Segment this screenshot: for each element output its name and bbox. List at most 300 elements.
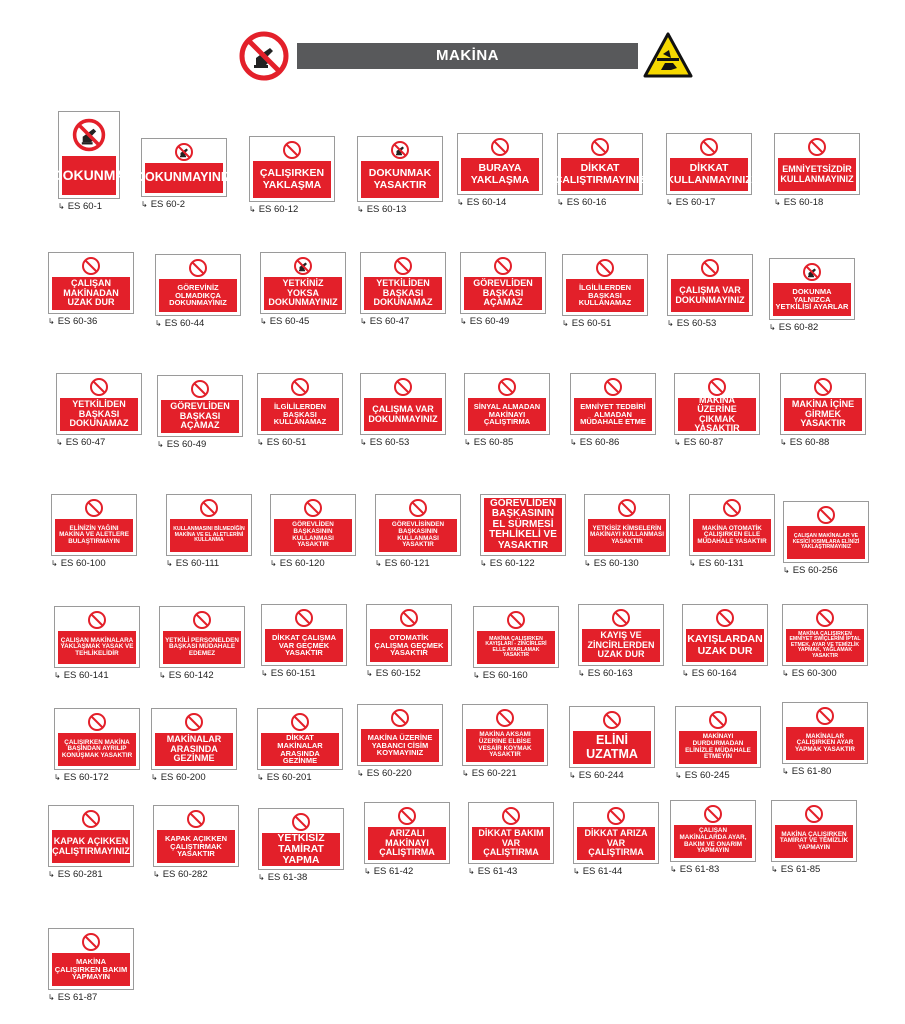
sign-text: ÇALIŞAN MAKİNADAN UZAK DUR: [52, 277, 130, 310]
corner-arrow-icon: ↳: [157, 440, 164, 449]
sign-text: DOKUNMA YALNIZCA YETKİLİSİ AYARLAR: [773, 283, 851, 316]
sign-item: [357, 136, 443, 218]
sign-item: [480, 494, 566, 572]
prohibition-icon: [199, 498, 219, 518]
sign-code: [780, 437, 829, 448]
corner-arrow-icon: ↳: [771, 865, 778, 874]
corner-arrow-icon: ↳: [569, 771, 576, 780]
sign-item: [782, 604, 868, 682]
sign-code: [782, 668, 837, 679]
sign-text: ÇALIŞAN MAKİNALAR VE KESİCİ KISIMLARA ELİNİZİ YAKLAŞTIRMAYINIZ: [787, 526, 865, 559]
corner-arrow-icon: ↳: [473, 671, 480, 680]
sign-code-label: ES 60-282: [162, 869, 208, 880]
corner-arrow-icon: ↳: [468, 867, 475, 876]
sign-text: MAKİNA ÜZERİNE ÇIKMAK YASAKTIR: [678, 398, 756, 431]
sign-board: [135, 138, 233, 197]
corner-arrow-icon: ↳: [151, 773, 158, 782]
sign-board: [562, 254, 648, 316]
sign-board: [460, 252, 546, 314]
sign-code: [151, 772, 206, 783]
sign-item: [670, 800, 756, 878]
prohibition-icon: [490, 137, 510, 157]
sign-board: [153, 805, 239, 867]
sign-code: [249, 204, 298, 215]
prohibition-icon: [595, 258, 615, 278]
sign-text: DOKUNMAK YASAKTIR: [361, 161, 439, 198]
corner-arrow-icon: ↳: [375, 559, 382, 568]
sign-code: [584, 558, 639, 569]
corner-arrow-icon: ↳: [670, 865, 677, 874]
sign-item: [570, 373, 656, 451]
prohibition-icon: [81, 256, 101, 276]
sign-text: MAKİNA ÇALIŞIRKEN EMNİYET SWİÇLERİNİ İPTAL ETMEK, AYAR VE TEMİZLİK YAPMAK, YAĞLAMAK YASAKTIR: [786, 629, 864, 662]
sign-code-label: ES 60-45: [269, 316, 310, 327]
sign-code-label: ES 60-12: [258, 204, 299, 215]
sign-item: [135, 138, 233, 213]
sign-code: [366, 668, 421, 679]
sign-code: [462, 768, 517, 779]
sign-code: [270, 558, 325, 569]
sign-text: KAPAK AÇIKKEN ÇALIŞTIRMAYINIZ: [52, 830, 130, 863]
sign-code-label: ES 60-16: [566, 197, 607, 208]
prohibition-icon: [81, 809, 101, 829]
sign-text: MAKİNA ÇALIŞIRKEN BAKIM YAPMAYIN: [52, 953, 130, 986]
sign-board: [249, 136, 335, 202]
prohibition-icon: [497, 377, 517, 397]
corner-arrow-icon: ↳: [270, 559, 277, 568]
sign-item: [473, 606, 559, 684]
sign-code-label: ES 60-121: [384, 558, 430, 569]
corner-arrow-icon: ↳: [141, 200, 148, 209]
sign-board: [364, 802, 450, 864]
corner-arrow-icon: ↳: [357, 769, 364, 778]
sign-board: [464, 373, 550, 435]
sign-code: [578, 668, 633, 679]
corner-arrow-icon: ↳: [261, 669, 268, 678]
sign-board: [584, 494, 670, 556]
sign-code: [364, 866, 413, 877]
prohibition-icon: [816, 505, 836, 525]
sign-code: [682, 668, 737, 679]
sign-board: [674, 373, 760, 435]
sign-item: [573, 802, 659, 880]
sign-board: [52, 111, 126, 199]
sign-code: [48, 316, 97, 327]
sign-item: [460, 252, 546, 330]
sign-board: [270, 494, 356, 556]
sign-item: [157, 375, 243, 453]
prohibition-icon: [815, 706, 835, 726]
sign-item: [667, 254, 753, 332]
sign-code: [468, 866, 517, 877]
sign-text: YETKİSİZ TAMİRAT YAPMA: [262, 833, 340, 866]
sign-code: [260, 316, 309, 327]
sign-item: [258, 808, 344, 886]
prohibition-icon: [707, 377, 727, 397]
sign-code: [357, 768, 412, 779]
corner-arrow-icon: ↳: [48, 993, 55, 1002]
sign-item: [270, 494, 356, 572]
sign-item: [153, 805, 239, 883]
sign-text: ÇALIŞAN MAKİNALARDA AYAR, BAKIM VE ONARIM YAPMAYIN: [674, 825, 752, 858]
sign-code-label: ES 60-47: [65, 437, 106, 448]
sign-item: [771, 800, 857, 878]
sign-text: MAKİNA İÇİNE GİRMEK YASAKTIR: [784, 398, 862, 431]
corner-arrow-icon: ↳: [48, 317, 55, 326]
sign-item: [54, 708, 140, 786]
sign-code-label: ES 60-53: [369, 437, 410, 448]
sign-item: [159, 606, 245, 684]
sign-item: [457, 133, 543, 211]
sign-code: [480, 558, 535, 569]
sign-item: [675, 706, 761, 784]
sign-board: [375, 494, 461, 556]
prohibition-icon: [408, 498, 428, 518]
prohibition-icon: [506, 610, 526, 630]
corner-arrow-icon: ↳: [562, 319, 569, 328]
sign-item: [257, 373, 343, 451]
sign-item: [357, 704, 443, 782]
corner-arrow-icon: ↳: [674, 438, 681, 447]
sign-item: [569, 706, 655, 784]
sign-item: [249, 136, 335, 218]
sign-board: [357, 136, 443, 202]
sign-code: [58, 201, 102, 212]
sign-code-label: ES 60-151: [270, 668, 316, 679]
prohibition-icon: [700, 258, 720, 278]
sign-code: [771, 864, 820, 875]
corner-arrow-icon: ↳: [249, 205, 256, 214]
sign-item: [151, 708, 237, 786]
corner-arrow-icon: ↳: [584, 559, 591, 568]
sign-code-label: ES 60-111: [175, 558, 220, 569]
sign-item: [48, 252, 134, 330]
category-title: MAKİNA: [297, 43, 638, 69]
sign-text: YETKİNİZ YOKSA DOKUNMAYINIZ: [264, 277, 342, 310]
sign-board: [159, 606, 245, 668]
sign-code-label: ES 60-221: [471, 768, 517, 779]
sign-code-label: ES 60-130: [593, 558, 639, 569]
prohibition-icon: [303, 498, 323, 518]
prohibition-icon: [290, 712, 310, 732]
sign-board: [360, 252, 446, 314]
sign-item: [769, 258, 855, 336]
sign-code: [155, 318, 204, 329]
sign-text: GÖREVLİDEN BAŞKASI AÇAMAZ: [161, 400, 239, 433]
sign-item: [260, 252, 346, 330]
sign-item: [674, 373, 760, 451]
sign-board: [151, 708, 237, 770]
sign-code-label: ES 60-120: [279, 558, 325, 569]
prohibition-icon: [399, 608, 419, 628]
sign-board: [54, 708, 140, 770]
sign-code-label: ES 60-49: [166, 439, 207, 450]
sign-code-label: ES 60-142: [168, 670, 214, 681]
sign-board: [689, 494, 775, 556]
sign-code: [357, 204, 406, 215]
sign-item: [56, 373, 142, 451]
sign-text: MAKİNALAR ARASINDA GEZİNME: [155, 733, 233, 766]
sign-code-label: ES 61-83: [679, 864, 720, 875]
sign-board: [771, 800, 857, 862]
corner-arrow-icon: ↳: [667, 319, 674, 328]
sign-code-label: ES 60-152: [375, 668, 421, 679]
sign-item: [780, 373, 866, 451]
sign-code: [257, 437, 306, 448]
sign-board: [51, 494, 137, 556]
sign-code: [360, 316, 409, 327]
prohibition-icon: [493, 256, 513, 276]
sign-text: BURAYA YAKLAŞMA: [461, 158, 539, 191]
sign-board: [261, 604, 347, 666]
sign-code: [153, 869, 208, 880]
prohibition-icon: [184, 712, 204, 732]
sign-item: [261, 604, 347, 682]
sign-code: [783, 565, 838, 576]
corner-arrow-icon: ↳: [366, 669, 373, 678]
sign-code-label: ES 60-82: [778, 322, 819, 333]
prohibition-icon: [188, 258, 208, 278]
sign-text: KULLANMASINI BİLMEDİĞİN MAKİNA VE EL ALETLERİNİ KULLANMA: [170, 519, 248, 552]
sign-text: KAPAK AÇIKKEN ÇALIŞTIRMAK YASAKTIR: [157, 830, 235, 863]
sign-code-label: ES 61-80: [791, 766, 832, 777]
sign-item: [48, 805, 134, 883]
sign-board: [357, 704, 443, 766]
sign-text: MAKİNAYI DURDURMADAN ELİNİZLE MÜDAHALE ETMEYİN: [679, 731, 757, 764]
corner-arrow-icon: ↳: [666, 198, 673, 207]
sign-code-label: ES 60-256: [792, 565, 838, 576]
sign-code-label: ES 60-53: [676, 318, 717, 329]
prohibition-icon: [393, 377, 413, 397]
sign-board: [682, 604, 768, 666]
sign-board: [48, 928, 134, 990]
corner-arrow-icon: ↳: [159, 671, 166, 680]
sign-board: [780, 373, 866, 435]
prohibition-icon: [603, 377, 623, 397]
sign-board: [157, 375, 243, 437]
sign-board: [462, 704, 548, 766]
sign-board: [578, 604, 664, 666]
sign-code-label: ES 60-200: [160, 772, 206, 783]
sign-item: [360, 252, 446, 330]
sign-item: [782, 702, 868, 780]
sign-item: [464, 373, 550, 451]
sign-code: [457, 197, 506, 208]
sign-board: [155, 254, 241, 316]
prohibition-icon: [190, 379, 210, 399]
no-touch-icon: [390, 140, 410, 160]
corner-arrow-icon: ↳: [783, 566, 790, 575]
sign-text: ÇALIŞAN MAKİNALARA YAKLAŞMAK YASAK VE TEHLİKELİDİR: [58, 631, 136, 664]
prohibition-icon: [815, 608, 835, 628]
sign-board: [782, 702, 868, 764]
sign-text: MAKİNALAR ÇALIŞIRKEN AYAR YAPMAK YASAKTIR: [786, 727, 864, 760]
sign-text: ELİNİ UZATMA: [573, 731, 651, 764]
sign-text: ÇALIŞMA VAR DOKUNMAYINIZ: [671, 279, 749, 312]
corner-arrow-icon: ↳: [357, 205, 364, 214]
sign-code: [54, 670, 109, 681]
sign-code-label: ES 60-87: [683, 437, 724, 448]
sign-item: [462, 704, 548, 782]
corner-arrow-icon: ↳: [464, 438, 471, 447]
sign-text: İLGİLİLERDEN BAŞKASI KULLANAMAZ: [261, 398, 339, 431]
sign-board: [257, 708, 343, 770]
prohibition-icon: [804, 804, 824, 824]
sign-board: [769, 258, 855, 320]
sign-text: YETKİLİDEN BAŞKASI DOKUNAMAZ: [364, 277, 442, 310]
sign-item: [54, 606, 140, 684]
sign-text: DOKUNMAYINIZ: [145, 163, 223, 193]
prohibition-icon: [602, 710, 622, 730]
sign-text: MAKİNA ÇALIŞIRKEN TAMİRAT VE TEMİZLİK YAPMAYIN: [775, 825, 853, 858]
sign-text: DİKKAT BAKIM VAR ÇALIŞTIRMA: [472, 827, 550, 860]
sign-board: [56, 373, 142, 435]
no-touch-icon: [174, 142, 194, 162]
no-touch-icon: [293, 256, 313, 276]
sign-text: EMNİYETSİZDİR KULLANMAYINIZ: [778, 158, 856, 191]
sign-board: [573, 802, 659, 864]
prohibition-icon: [89, 377, 109, 397]
sign-board: [569, 706, 655, 768]
sign-item: [375, 494, 461, 572]
sign-item: [689, 494, 775, 572]
sign-item: [584, 494, 670, 572]
sign-item: [51, 494, 137, 572]
sign-code: [557, 197, 606, 208]
prohibition-icon: [495, 708, 515, 728]
prohibition-icon: [606, 806, 626, 826]
sign-board: [774, 133, 860, 195]
prohibition-icon: [294, 608, 314, 628]
corner-arrow-icon: ↳: [153, 870, 160, 879]
sign-code: [48, 869, 103, 880]
sign-code: [670, 864, 719, 875]
corner-arrow-icon: ↳: [682, 669, 689, 678]
corner-arrow-icon: ↳: [480, 559, 487, 568]
sign-board: [666, 133, 752, 195]
sign-text: ÇALIŞIRKEN YAKLAŞMA: [253, 161, 331, 198]
sign-item: [366, 604, 452, 682]
corner-arrow-icon: ↳: [166, 559, 173, 568]
sign-code-label: ES 60-220: [366, 768, 412, 779]
corner-arrow-icon: ↳: [257, 773, 264, 782]
sign-code: [473, 670, 528, 681]
corner-arrow-icon: ↳: [774, 198, 781, 207]
prohibition-icon: [291, 812, 311, 832]
prohibition-icon: [87, 610, 107, 630]
sign-code: [562, 318, 611, 329]
sign-code: [261, 668, 316, 679]
prohibition-icon: [703, 804, 723, 824]
prohibition-icon: [397, 806, 417, 826]
prohibition-icon: [282, 140, 302, 160]
sign-item: [554, 133, 646, 211]
sign-item: [783, 501, 869, 579]
sign-text: GÖREVLİDEN BAŞKASININ EL SÜRMESİ TEHLİKELİ VE YASAKTIR: [484, 498, 562, 552]
sign-text: MAKİNA OTOMATİK ÇALIŞIRKEN ELLE MÜDAHALE YASAKTIR: [693, 519, 771, 552]
sign-code-label: ES 60-141: [63, 670, 109, 681]
corner-arrow-icon: ↳: [557, 198, 564, 207]
prohibition-icon: [290, 377, 310, 397]
sign-code: [674, 437, 723, 448]
sign-code-label: ES 60-13: [366, 204, 407, 215]
sign-text: ARIZALI MAKİNAYI ÇALIŞTIRMA: [368, 827, 446, 860]
sign-board: [258, 808, 344, 870]
sign-text: ÇALIŞMA VAR DOKUNMAYINIZ: [364, 398, 442, 431]
sign-text: YETKİLİDEN BAŞKASI DOKUNAMAZ: [60, 398, 138, 431]
prohibition-icon: [611, 608, 631, 628]
corner-arrow-icon: ↳: [578, 669, 585, 678]
corner-arrow-icon: ↳: [48, 870, 55, 879]
sign-board: [166, 494, 252, 556]
prohibition-icon: [186, 809, 206, 829]
corner-arrow-icon: ↳: [260, 317, 267, 326]
corner-arrow-icon: ↳: [258, 873, 265, 882]
corner-arrow-icon: ↳: [782, 767, 789, 776]
sign-code: [166, 558, 219, 569]
sign-text: MAKİNA ÜZERİNE YABANCI CİSİM KOYMAYINIZ: [361, 729, 439, 762]
corner-arrow-icon: ↳: [460, 317, 467, 326]
sign-code-label: ES 60-160: [482, 670, 528, 681]
corner-arrow-icon: ↳: [360, 438, 367, 447]
sign-board: [570, 373, 656, 435]
prohibition-icon: [390, 708, 410, 728]
sign-code-label: ES 60-172: [63, 772, 109, 783]
sign-code: [56, 437, 105, 448]
sign-text: DİKKAT MAKİNALAR ARASINDA GEZİNME: [261, 733, 339, 766]
sign-item: [578, 604, 664, 682]
no-touch-icon: [802, 262, 822, 282]
sign-text: İLGİLİLERDEN BAŞKASI KULLANAMAZ: [566, 279, 644, 312]
sign-board: [480, 494, 566, 556]
sign-code-label: ES 61-87: [57, 992, 98, 1003]
sign-code: [54, 772, 109, 783]
sign-board: [457, 133, 543, 195]
sign-item: [666, 133, 752, 211]
corner-arrow-icon: ↳: [360, 317, 367, 326]
sign-code: [769, 322, 818, 333]
sign-text: KAYIŞLARDAN UZAK DUR: [686, 629, 764, 662]
sign-code: [159, 670, 214, 681]
sign-code-label: ES 60-18: [783, 197, 824, 208]
sign-code: [141, 199, 185, 210]
sign-text: SİNYAL ALMADAN MAKİNAYI ÇALIŞTIRMA: [468, 398, 546, 431]
sign-board: [675, 706, 761, 768]
sign-text: DOKUNMA: [62, 156, 116, 195]
sign-board: [468, 802, 554, 864]
sign-item: [257, 708, 343, 786]
prohibition-icon: [192, 610, 212, 630]
sign-board: [783, 501, 869, 563]
sign-board: [782, 604, 868, 666]
sign-item: [360, 373, 446, 451]
sign-code: [689, 558, 744, 569]
prohibition-icon: [715, 608, 735, 628]
sign-code: [573, 866, 622, 877]
sign-code-label: ES 60-51: [266, 437, 307, 448]
sign-board: [54, 606, 140, 668]
sign-text: MAKİNA ÇALIŞIRKEN KAYIŞLARI - ZİNCİRLERİ ELLE AYARLAMAK YASAKTIR: [477, 631, 555, 664]
sign-text: ELİNİZİN YAĞINI MAKİNA VE ALETLERE BULAŞTIRMAYIN: [55, 519, 133, 552]
sign-code-label: ES 60-17: [675, 197, 716, 208]
sign-item: [364, 802, 450, 880]
sign-code-label: ES 60-47: [369, 316, 410, 327]
corner-arrow-icon: ↳: [257, 438, 264, 447]
sign-text: OTOMATİK ÇALIŞMA GEÇMEK YASAKTIR: [370, 629, 448, 662]
sign-code: [258, 872, 307, 883]
sign-text: ÇALIŞIRKEN MAKİNA BAŞINDAN AYRILIP KONUŞMAK YASAKTIR: [58, 733, 136, 766]
prohibition-icon: [87, 712, 107, 732]
